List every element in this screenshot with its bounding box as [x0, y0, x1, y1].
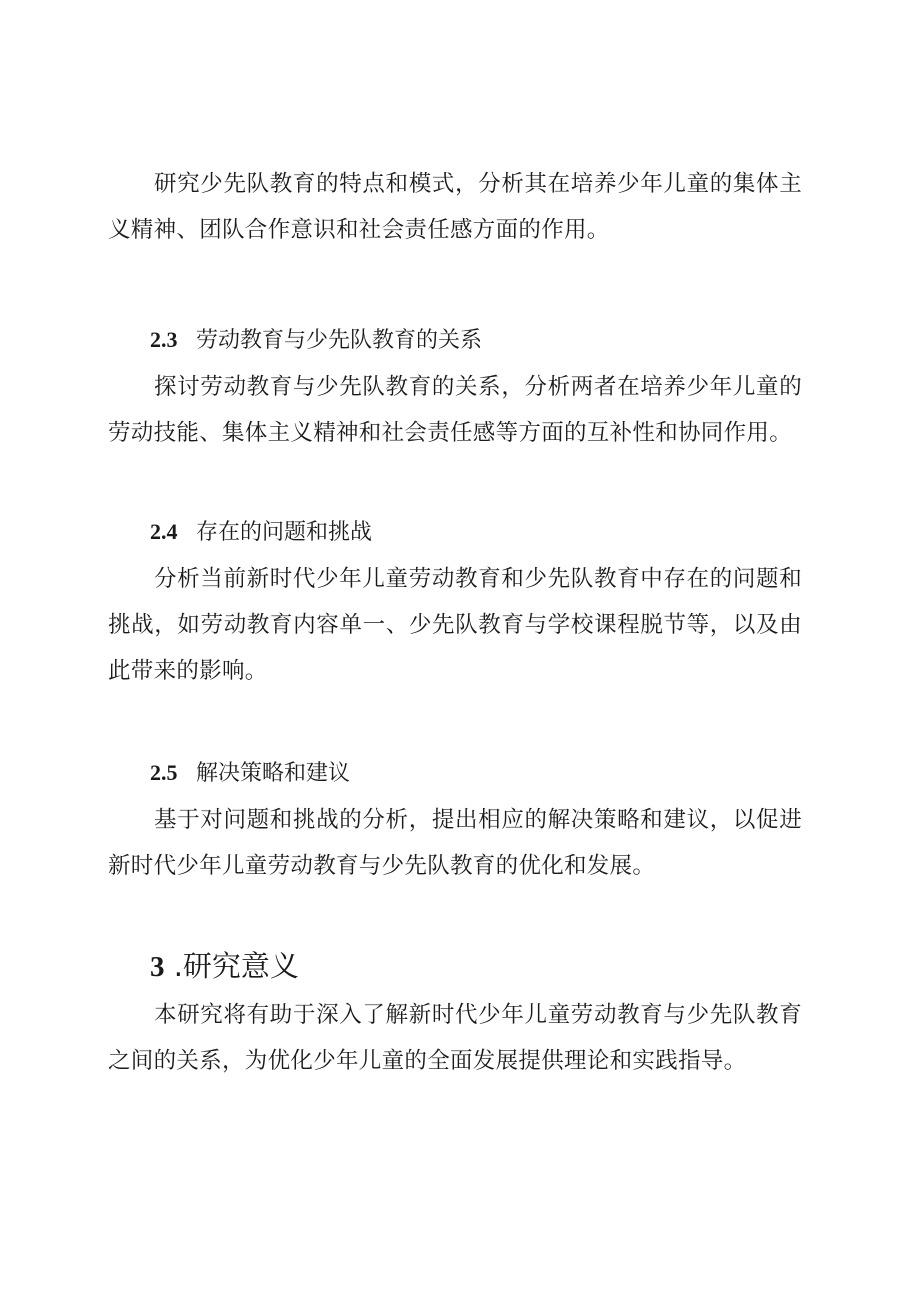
section-number: 2.3: [150, 327, 178, 352]
section-heading-3: [150, 948, 299, 985]
section-heading-2-4: [150, 517, 372, 548]
section-paragraph-2-3: 探讨劳动教育与少先队教育的关系，分析两者在培养少年儿童的劳动技能、集体主义精神和社会责任感等方面的互补性和协同作用。: [108, 374, 802, 446]
section-paragraph-2-4: 分析当前新时代少年儿童劳动教育和少先队教育中存在的问题和挑战，如劳动教育内容单一、少先队教育与学校课程脱节等，以及由此带来的影响。: [108, 566, 802, 684]
intro-paragraph: 研究少先队教育的特点和模式，分析其在培养少年儿童的集体主义精神、团队合作意识和社会责任感方面的作用。: [108, 171, 802, 243]
section-number: 3: [150, 951, 165, 983]
section-title: 劳动教育与少先队教育的关系: [196, 328, 483, 353]
section-title: 存在的问题和挑战: [196, 520, 373, 545]
section-heading-2-3: [150, 325, 482, 356]
section-number: 2.5: [150, 760, 178, 785]
section-title: .研究意义: [173, 949, 299, 983]
section-heading-2-5: [150, 758, 350, 789]
section-paragraph-3: 本研究将有助于深入了解新时代少年儿童劳动教育与少先队教育之间的关系，为优化少年儿童的全面发展提供理论和实践指导。: [108, 1002, 802, 1074]
section-paragraph-2-5: 基于对问题和挑战的分析，提出相应的解决策略和建议，以促进新时代少年儿童劳动教育与少先队教育的优化和发展。: [108, 807, 802, 879]
section-number: 2.4: [150, 519, 178, 544]
section-title: 解决策略和建议: [196, 761, 351, 786]
